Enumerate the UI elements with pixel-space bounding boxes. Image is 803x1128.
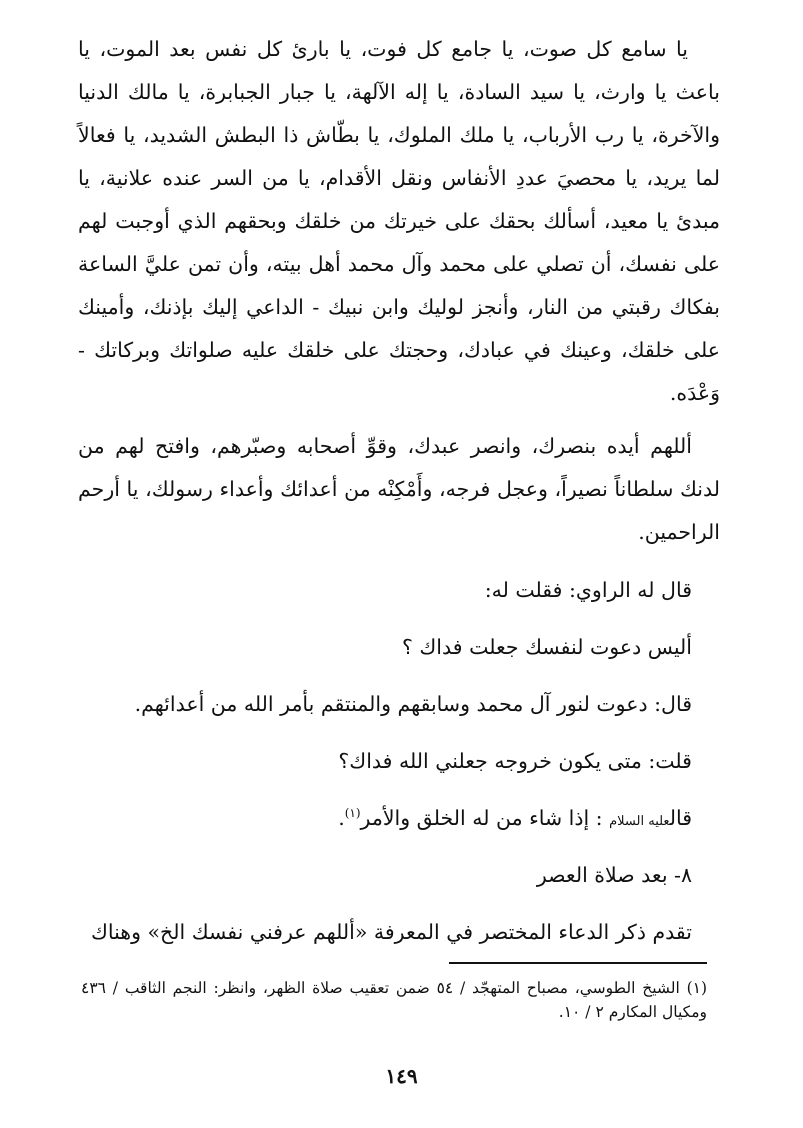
narrator-line: قال له الراوي: فقلت له:	[484, 578, 692, 602]
quote-end: .	[338, 806, 345, 830]
question-line-2: قلت: متى يكون خروجه جعلني الله فداك؟	[338, 749, 692, 773]
footnote-reference[interactable]: (١)	[344, 806, 361, 821]
quote-text: : إذا شاء من له الخلق والأمر	[360, 806, 603, 830]
prayer-paragraph: أللهم أيده بنصرك، وانصر عبدك، وقوِّ أصحابه وصبّرهم، وافتح لهم من لدنك سلطاناً نصيراً، وعجل فرجه، وأَمْكِنْه من أعدائك وأعداء رسولك، يا أرحم الراحمين.	[78, 434, 720, 544]
said-word: قال	[669, 806, 692, 830]
supplication-paragraph: يا سامع كل صوت، يا جامع كل فوت، يا بارئ كل نفس بعد الموت، يا باعث يا وارث، يا سيد السادة، يا إله الآلهة، يا جبار الجبابرة، يا مالك الدنيا والآخرة، يا رب الأرباب، يا ملك الملوك، يا بطّاش ذا البطش الشديد، يا فعالاً لما يريد، يا محصيَ عددِ الأنفاس ونقل الأقدام، يا من السر عنده علانية، يا مبدئ يا معيد، أسألك بحقك على خيرتك من خلقك وبحقهم الذي أوجبت لهم على نفسك، أن تصلي على محمد وآل محمد أهل بيته، وأن تمن عليَّ الساعة بفكاك رقبتي من النار، وأنجز لوليك وابن نبيك - الداعي إليك بإذنك، وأمينك على خلقك، وعينك في عبادك، وحجتك على خلقك عليه صلواتك وبركاتك - وَعْدَه.	[78, 37, 720, 405]
answer-line: قال: دعوت لنور آل محمد وسابقهم والمنتقم بأمر الله من أعدائهم.	[134, 692, 692, 716]
question-line: أليس دعوت لنفسك جعلت فداك ؟	[402, 635, 692, 659]
footnote: (١) الشيخ الطوسي، مصباح المتهجّد / ٥٤ ضمن تعقيب صلاة الظهر، وانظر: النجم الثاقب / ٤٣٦ ومكيال المكارم ٢ / ١٠.	[81, 979, 708, 1021]
honorific-glyph: عليه السلام	[609, 814, 670, 829]
section-heading: ٨- بعد صلاة العصر	[536, 863, 692, 887]
page-number: ١٤٩	[385, 1064, 418, 1088]
answer-line-2	[78, 790, 720, 847]
main-text	[78, 28, 720, 961]
closing-line: تقدم ذكر الدعاء المختصر في المعرفة «أللهم عرفني نفسك الخ» وهناك	[90, 920, 692, 944]
footnote-separator	[449, 962, 707, 964]
